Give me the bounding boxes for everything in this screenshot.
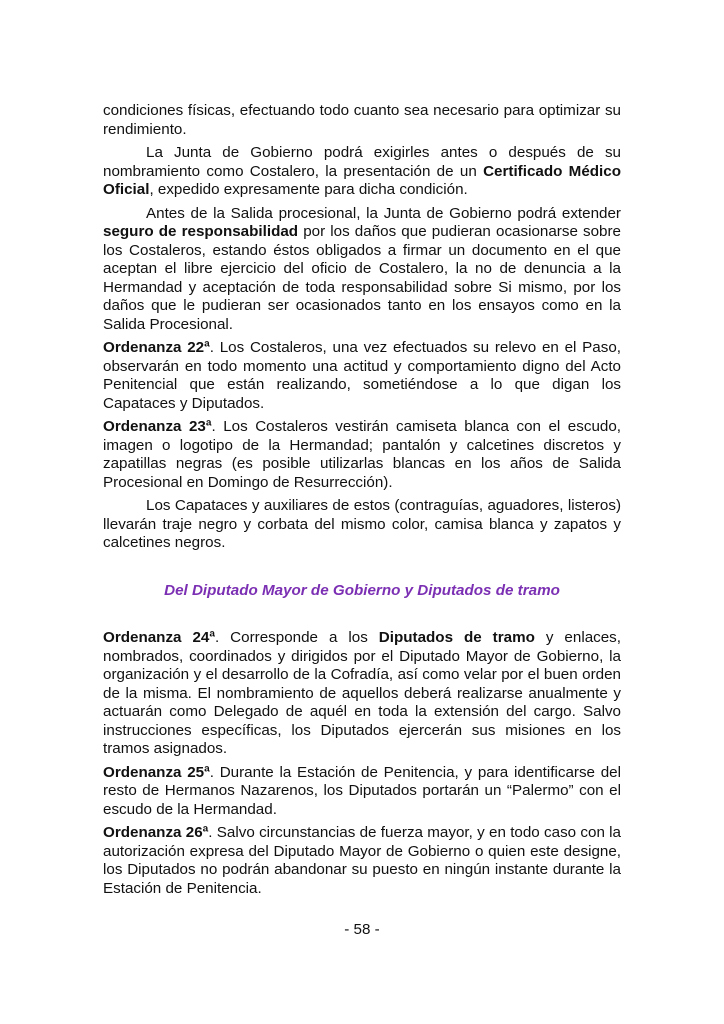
paragraph	[103, 629, 621, 759]
text-run: condiciones físicas, efectuando todo cuanto sea necesario para optimizar su rendimiento.	[103, 102, 621, 138]
bold-text: Ordenanza 26ª	[103, 824, 209, 841]
bold-text: Certificado Médico Oficial	[103, 162, 621, 198]
bold-text: Ordenanza 23ª	[103, 418, 212, 435]
paragraph	[103, 339, 621, 413]
bold-text: Ordenanza 22ª	[103, 339, 210, 356]
page-number: - 58 -	[344, 921, 380, 938]
text-run: . Los Costaleros vestirán camiseta blanca con el escudo, imagen o logotipo de la Hermandad; pantalón y calcetines discretos y zapatillas negras (es posible utilizarlas blancas en los años de Salida Procesional en Domingo de Resurrección).	[103, 418, 621, 491]
paragraph	[103, 102, 621, 139]
bold-text: Ordenanza 24ª	[103, 629, 215, 646]
paragraph	[103, 824, 621, 898]
paragraphs-before-heading	[103, 102, 621, 553]
paragraph	[103, 497, 621, 553]
document-page	[103, 102, 621, 903]
text-run: . Durante la Estación de Penitencia, y para identificarse del resto de Hermanos Nazarenos, los Diputados portarán un “Palermo” con el escudo de la Hermandad.	[103, 763, 621, 818]
text-run: Los Capataces y auxiliares de estos (contraguías, aguadores, listeros) llevarán traje negro y corbata del mismo color, camisa blanca y zapatos y calcetines negros.	[103, 497, 621, 551]
text-run: La Junta de Gobierno podrá exigirles antes o después de su nombramiento como Costalero, la presentación de un	[103, 144, 621, 180]
paragraph	[103, 764, 621, 820]
text-run: . Los Costaleros, una vez efectuados su relevo en el Paso, observarán en todo momento una actitud y comportamiento digno del Acto Penitencial que están realizando, sometiéndose a lo que digan los Capataces y Diputados.	[103, 339, 621, 412]
bold-text: Ordenanza 25ª	[103, 763, 210, 781]
text-run: Antes de la Salida procesional, la Junta de Gobierno podrá extender	[146, 204, 621, 222]
bold-text: Diputados de tramo	[378, 629, 535, 646]
paragraph	[103, 418, 621, 492]
paragraph	[103, 205, 621, 335]
text-run: y enlaces, nombrados, coordinados y dirigidos por el Diputado Mayor de Gobierno, la organización y el desarrollo de la Cofradía, así como velar por el buen orden de la misma. El nombramiento de aquellos deberá realizarse anualmente y actuarán como Delegado de aquél en toda la extensión del cargo. Salvo instrucciones específicas, los Diputados ejercerán sus misiones en los tramos asignados.	[103, 629, 621, 757]
text-run: por los daños que pudieran ocasionarse sobre los Costaleros, estando éstos obligados a firmar un documento en el que aceptan el libre ejercicio del oficio de Costalero, la no de denuncia a la Hermandad y aceptación de toda responsabilidad sobre Si mismo, por los daños que le pudieran ser ocasionados tanto en los ensayos como en la Salida Procesional.	[103, 223, 622, 333]
text-run: . Salvo circunstancias de fuerza mayor, y en todo caso con la autorización expresa del Diputado Mayor de Gobierno o quien este designe, los Diputados no podrán abandonar su puesto en ningún instante durante la Estación de Penitencia.	[103, 824, 621, 897]
paragraphs-after-heading	[103, 629, 621, 898]
section-heading: Del Diputado Mayor de Gobierno y Diputados de tramo	[164, 581, 560, 599]
paragraph	[103, 144, 621, 200]
text-run: , expedido expresamente para dicha condición.	[149, 181, 468, 198]
bold-text: seguro de responsabilidad	[103, 223, 299, 240]
text-run: . Corresponde a los	[214, 629, 379, 646]
